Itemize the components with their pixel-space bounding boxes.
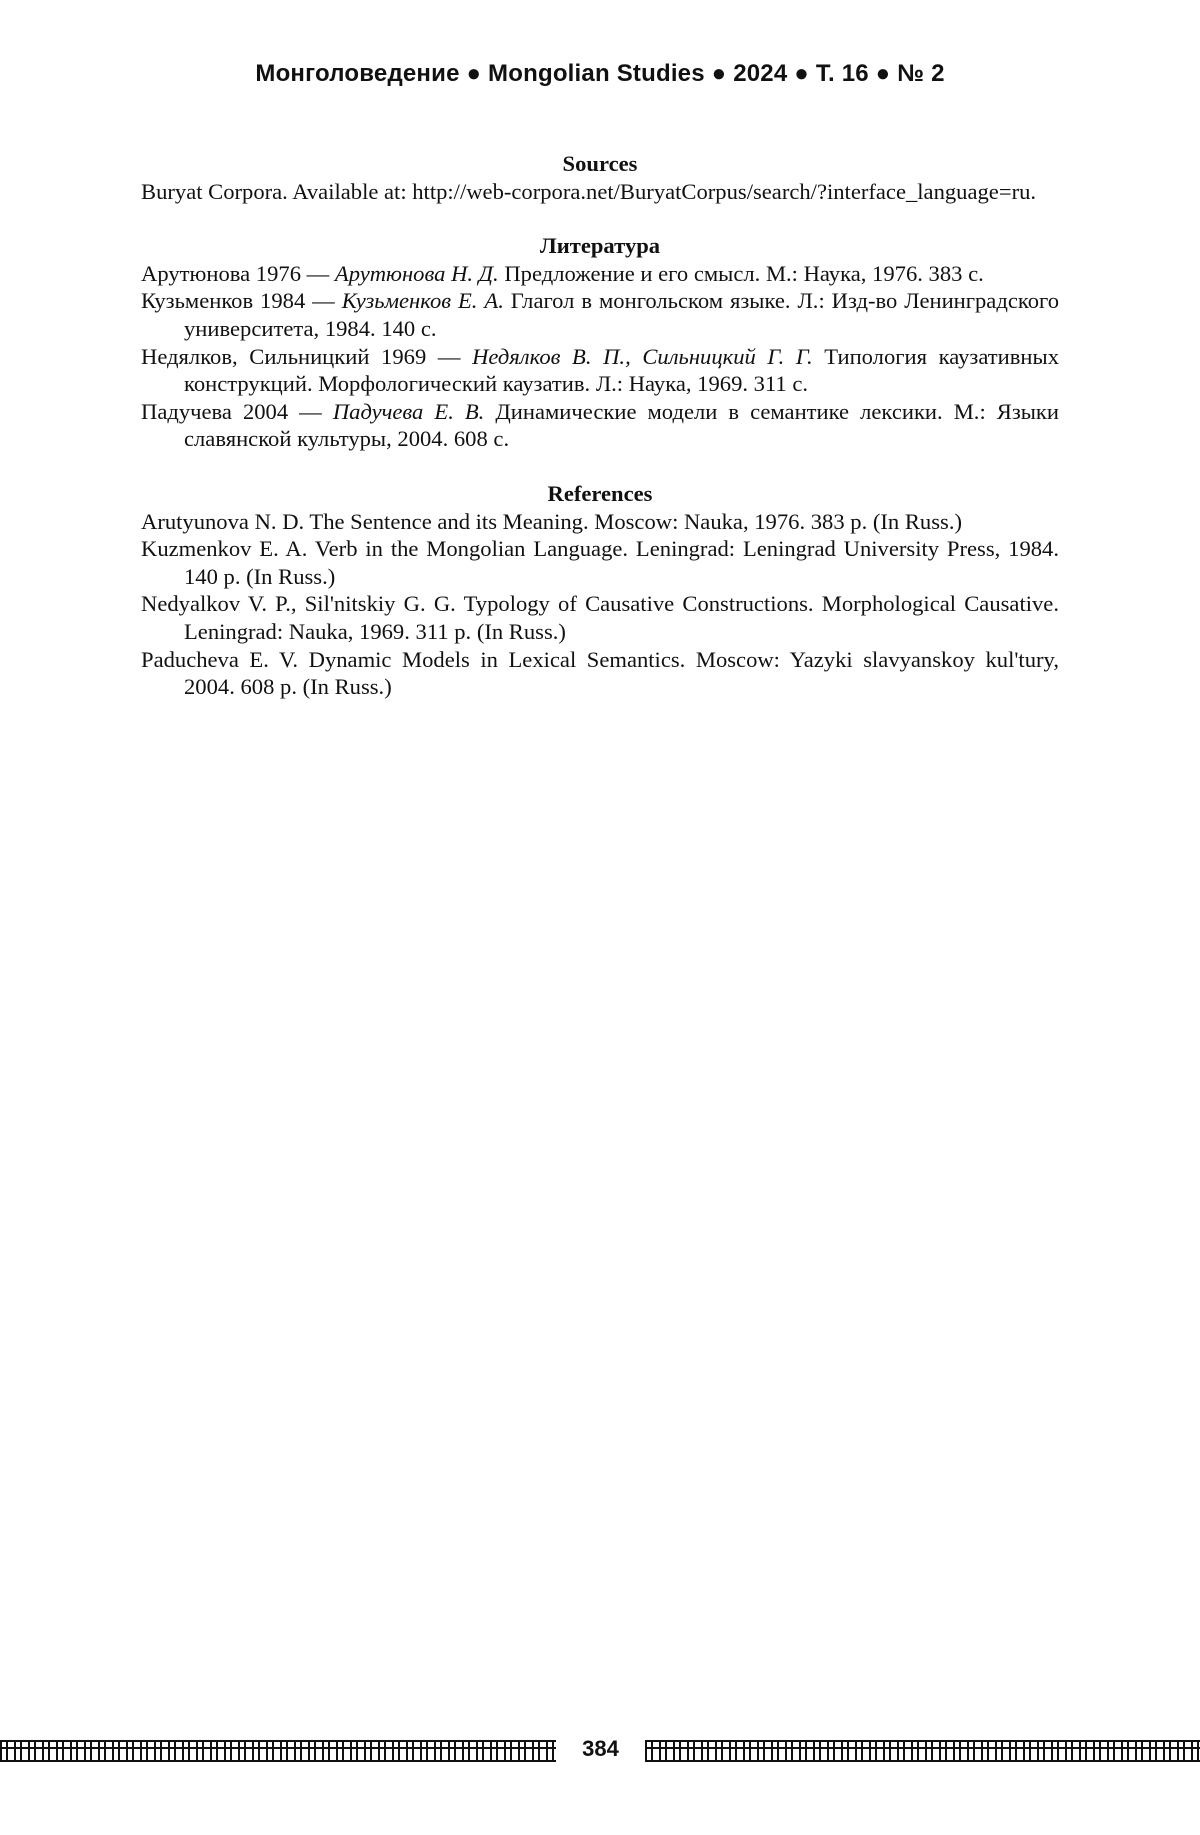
literatura-heading: Литература (539, 233, 661, 259)
references-heading: References (547, 480, 653, 506)
reference-entry: Arutyunova N. D. The Sentence and its Meaning. Moscow: Nauka, 1976. 383 p. (In Russ.) (141, 508, 962, 534)
reference-entry: Nedyalkov V. P., Sil'nitskiy G. G. Typology of Causative Constructions. Morphological Causative. Leningrad: Nauka, 1969. 311 p. (In Russ.) (141, 591, 1059, 644)
source-entry: Buryat Corpora. Available at: http://web-corpora.net/BuryatCorpus/search/?interface_language=ru. (141, 178, 1037, 204)
entry-author: Арутюнова Н. Д. (334, 260, 499, 286)
running-title: Монголоведение ● Mongolian Studies ● 2024 ● Т. 16 ● № 2 (255, 60, 945, 87)
entry-lead: Падучева 2004 — (141, 398, 333, 424)
literatura-entry (141, 398, 1059, 453)
reference-entry: Paducheva E. V. Dynamic Models in Lexical Semantics. Moscow: Yazyki slavyanskoy kul'tury, 2004. 608 p. (In Russ.) (141, 646, 1059, 700)
meander-ornament-right (645, 1740, 1200, 1762)
entry-rest: Предложение и его смысл. М.: Наука, 1976. 383 с. (498, 260, 984, 286)
literatura-entry (141, 260, 1059, 288)
entry-lead: Кузьменков 1984 — (141, 288, 342, 314)
page-footer (0, 1736, 1200, 1762)
meander-ornament-left (0, 1740, 556, 1762)
entry-author: Падучева Е. В. (332, 398, 485, 424)
entry-rest: Динамические модели в семантике лексики. М.: Языки славянской культуры, 2004. 608 с. (184, 398, 1060, 452)
entry-lead: Недялков, Сильницкий 1969 — (141, 343, 473, 369)
page-number: 384 (582, 1736, 619, 1761)
sources-heading: Sources (562, 151, 638, 176)
entry-lead: Арутюнова 1976 — (141, 260, 335, 286)
bibliography (141, 150, 1059, 701)
entry-rest: Глагол в монгольском языке. Л.: Изд-во Ленинградского университета, 1984. 140 с. (184, 288, 1059, 341)
entry-author: Кузьменков Е. А. (341, 288, 504, 314)
reference-entry: Kuzmenkov E. A. Verb in the Mongolian Language. Leningrad: Leningrad University Press, 1984. 140 p. (In Russ.) (141, 536, 1059, 589)
entry-author: Недялков В. П., Сильницкий Г. Г. (472, 343, 813, 369)
literatura-entry (141, 287, 1059, 342)
entry-rest: Типология каузативных конструкций. Морфологический каузатив. Л.: Наука, 1969. 311 с. (184, 343, 1059, 397)
literatura-entry (141, 343, 1059, 398)
